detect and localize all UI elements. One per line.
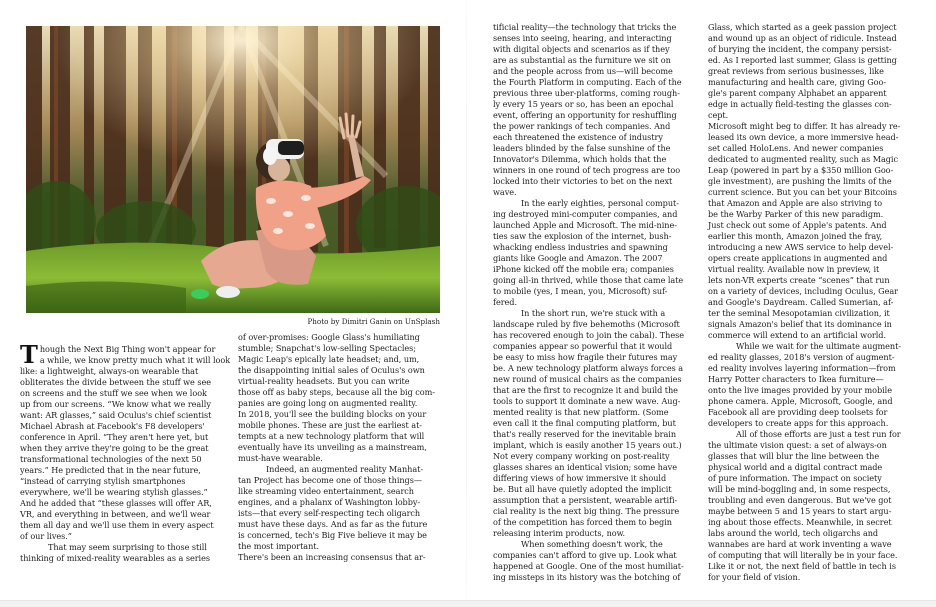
- page-gutter: [466, 0, 467, 600]
- text-line: fered.: [493, 297, 517, 307]
- text-line: great reviews from serious businesses, like: [708, 66, 884, 76]
- text-line: Indeed, an augmented reality Manhat-: [266, 464, 424, 474]
- column-lines: [20, 340, 232, 564]
- text-line: All of those efforts are just a test run for: [736, 429, 901, 439]
- text-line: obliterates the divide between the stuff we see: [20, 377, 211, 387]
- text-line: like streaming video entertainment, search: [238, 486, 414, 496]
- text-line: earlier this month, Amazon joined the fray,: [708, 231, 883, 241]
- text-line: ly every 15 years or so, has been an epochal: [493, 99, 674, 109]
- text-line: new round of musical chairs as the companies: [493, 374, 682, 384]
- text-line: up from our screens. “We know what we really: [20, 399, 211, 409]
- text-line: happened at Google. One of the most humiliat-: [493, 561, 684, 571]
- text-line: cial reality is the next big thing. The pressure: [493, 506, 680, 516]
- text-line: that Amazon and Apple are also striving to: [708, 198, 883, 208]
- text-line: opers create applications in augmented and: [708, 253, 888, 263]
- text-line: transformational technologies of the next 50: [20, 454, 202, 464]
- text-line: of burying the incident, the company persist-: [708, 44, 892, 54]
- text-line: be the Warby Parker of this new paradigm.: [708, 209, 884, 219]
- text-line: and the people across from us—will become: [493, 66, 673, 76]
- text-line: will be mind-boggling and, in some respects,: [708, 484, 891, 494]
- text-line: Leap (powered in part by a $350 million Goo-: [708, 165, 894, 175]
- text-line: senses into seeing, hearing, and interacting: [493, 33, 672, 43]
- text-line: each threatened the existence of industry: [493, 132, 663, 142]
- text-line: launched Apple and Microsoft. The mid-nine-: [493, 220, 677, 230]
- text-line: In 2018, you'll see the building blocks on your: [238, 409, 427, 419]
- text-line: with digital objects and scenarios as if they: [493, 44, 670, 54]
- text-line: and wound up as an object of ridicule. Instead: [708, 33, 897, 43]
- text-line: even call it the final computing platform, but: [493, 418, 676, 428]
- text-line: mented reality is that new platform. (Some: [493, 407, 669, 417]
- text-line: them all day and we'll use them in every aspect: [20, 520, 214, 530]
- text-line: There's been an increasing consensus that ar-: [238, 552, 426, 562]
- text-line: current science. But you can bet your Bitcoins: [708, 187, 897, 197]
- text-line: leaders blinded by the false sunshine of the: [493, 143, 671, 153]
- text-line: the ultimate vision quest: a set of always-on: [708, 440, 887, 450]
- text-line: dedicated to augmented reality, such as Magic: [708, 154, 898, 164]
- text-line: Like it or not, the next field of battle in tech is: [708, 561, 896, 571]
- text-line: going all-in thrived, while those that came late: [493, 275, 684, 285]
- text-line: And he added that “these glasses will offer AR,: [20, 498, 212, 508]
- article-column-2: [238, 332, 453, 563]
- text-line: of our lives.”: [20, 531, 72, 541]
- text-line: and Google's Daydream. Called Sumerian, af-: [708, 297, 894, 307]
- text-line: be. But all have quietly adopted the implicit: [493, 484, 672, 494]
- text-line: Magic Leap's epically late headset; and, um,: [238, 354, 420, 364]
- text-line: giants like Google and Amazon. The 2007: [493, 253, 663, 263]
- text-line: VR, and everything in between, and we'll wear: [20, 509, 211, 519]
- text-line: virtual reality. Available now in preview, it: [708, 264, 880, 274]
- text-line: companies can't afford to give up. Look what: [493, 550, 677, 560]
- text-line: on screens and the stuff we see when we look: [20, 388, 207, 398]
- text-line: ing about those effects. Meanwhile, in secret: [708, 517, 892, 527]
- text-line: a while, we know pretty much what it will look: [39, 355, 231, 365]
- text-line: Not every company working on post-reality: [493, 451, 670, 461]
- text-line: developers to create apps for this approach.: [708, 418, 889, 428]
- text-line: edge in actually field-testing the glasses con-: [708, 99, 892, 109]
- text-line: be easy to miss how fragile their futures may: [493, 352, 678, 362]
- text-line: landscape ruled by five behemoths (Microsoft: [493, 319, 680, 329]
- text-line: has recovered enough to join the cabal). These: [493, 330, 684, 340]
- text-line: implant, which is easily another 15 years out.): [493, 440, 682, 450]
- text-line: Microsoft might beg to differ. It has already re-: [708, 121, 901, 131]
- article-column-4: [708, 22, 920, 583]
- text-line: conference in April. “They aren't here yet, but: [20, 432, 209, 442]
- text-line: ed. As I reported last summer, Glass is getting: [708, 55, 897, 65]
- text-line: maybe between 5 and 15 years to start argu-: [708, 506, 892, 516]
- text-line: previous three uber-platforms, coming rough-: [493, 88, 680, 98]
- text-line: tificial reality—the technology that tricks the: [493, 22, 677, 32]
- text-line: tan Project has become one of those things—: [238, 475, 422, 485]
- text-line: Harry Potter characters to Ikea furniture—: [708, 374, 884, 384]
- text-line: Glass, which started as a geek passion project: [708, 22, 897, 32]
- text-line: the Fourth Platform in computing. Each of the: [493, 77, 682, 87]
- text-line: ing destroyed mini-computer companies, and: [493, 209, 678, 219]
- text-line: tools to support it dominate a new wave. Aug-: [493, 396, 681, 406]
- text-line: to mobile (yes, I mean, you, Microsoft) suf-: [493, 286, 668, 296]
- text-line: phone camera. Apple, Microsoft, Google, and: [708, 396, 893, 406]
- text-line: ists—that every self-respecting tech oligarch: [238, 508, 421, 518]
- text-line: signals Amazon's belief that its dominance in: [708, 319, 892, 329]
- text-line: differing views of how immersive it should: [493, 473, 667, 483]
- text-line: While we wait for the ultimate augment-: [736, 341, 902, 351]
- text-line: eventually have its unveiling as a mainstream,: [238, 442, 427, 452]
- text-line: gle investment), are pushing the limits of the: [708, 176, 892, 186]
- text-line: those off as baby steps, because all the big com-: [238, 387, 435, 397]
- text-line: manufacturing and health care, giving Goo-: [708, 77, 887, 87]
- text-line: must have these days. And as far as the future: [238, 519, 428, 529]
- text-line: of over-promises: Google Glass's humiliating: [238, 332, 420, 342]
- text-line: are as substantial as the furniture we sit on: [493, 55, 671, 65]
- text-line: In the short run, we're stuck with a: [521, 308, 666, 318]
- text-line: event, offering an opportunity for reshuffling: [493, 110, 677, 120]
- text-line: glasses shares an identical vision; some have: [493, 462, 677, 472]
- text-line: locked into their victories to bet on the next: [493, 176, 673, 186]
- vr-forest-photo-illustration: [26, 26, 440, 313]
- text-line: must-have wearable.: [238, 453, 323, 463]
- text-line: lets non-VR experts create “scenes” that run: [708, 275, 890, 285]
- text-line: on a variety of devices, including Oculus, Gear: [708, 286, 898, 296]
- text-line: physical world and a digital contract made: [708, 462, 883, 472]
- text-line: ties saw the explosion of the internet, bush-: [493, 231, 672, 241]
- column-lines: [708, 22, 920, 583]
- column-lines: [493, 22, 705, 583]
- text-line: labs around the world, tech oligarchs and: [708, 528, 879, 538]
- text-line: everywhere, we'll be wearing stylish glasses.”: [20, 487, 208, 497]
- text-line: When something doesn't work, the: [521, 539, 663, 549]
- text-line: engines, and a phalanx of Washington lobby-: [238, 497, 421, 507]
- text-line: commerce will extend to an artificial world.: [708, 330, 886, 340]
- text-line: years.” He predicted that in the near future,: [20, 465, 201, 475]
- text-line: for your field of vision.: [708, 572, 801, 582]
- text-line: like: a lightweight, always-on wearable that: [20, 366, 199, 376]
- text-line: thinking of mixed-reality wearables as a series: [20, 553, 210, 563]
- text-line: “instead of carrying stylish smartphones: [20, 476, 186, 486]
- text-line: ed reality involves layering information—from: [708, 363, 896, 373]
- text-line: iPhone kicked off the mobile era; companies: [493, 264, 674, 274]
- text-line: when they arrive they're going to be the great: [20, 443, 209, 453]
- article-photo: [26, 26, 440, 313]
- photo-caption: Photo by Dimitri Ganin on UnSplash: [307, 317, 440, 326]
- text-line: onto the live images provided by your mobile: [708, 385, 892, 395]
- text-line: tempts at a new technology platform that will: [238, 431, 425, 441]
- text-line: glasses that will blur the line between the: [708, 451, 880, 461]
- text-line: releasing interim products, now.: [493, 528, 626, 538]
- text-line: that's really reserved for the inevitable brain: [493, 429, 677, 439]
- text-line: mobile phones. These are just the earliest at-: [238, 420, 423, 430]
- text-line: ing missteps in its history was the botching of: [493, 572, 681, 582]
- text-line: In the early eighties, personal comput-: [521, 198, 679, 208]
- text-line: want: AR glasses,” said Oculus's chief scientist: [20, 410, 212, 420]
- text-line: leased its own device, a more immersive head-: [708, 132, 899, 142]
- text-line: that are the first to recognize it and build the: [493, 385, 678, 395]
- text-line: ter the seminal Mesopotamian civilization, it: [708, 308, 890, 318]
- text-line: gle's parent company Alphabet an apparent: [708, 88, 887, 98]
- text-line: introducing a new AWS service to help devel-: [708, 242, 894, 252]
- text-line: Innovator's Dilemma, which holds that the: [493, 154, 667, 164]
- text-line: ed reality glasses, 2018's version of augment-: [708, 352, 895, 362]
- text-line: Facebook all are providing deep toolsets for: [708, 407, 888, 417]
- text-line: winners in one round of tech progress are too: [493, 165, 681, 175]
- text-line: That may seem surprising to those still: [48, 542, 207, 552]
- text-line: hough the Next Big Thing won't appear for: [39, 344, 216, 354]
- text-line: of the competition has forced them to begin: [493, 517, 672, 527]
- text-line: panies are going long on augmented reality.: [238, 398, 418, 408]
- text-line: companies appear so powerful that it would: [493, 341, 673, 351]
- text-line: of computing that will literally be in your face.: [708, 550, 898, 560]
- text-line: troubling and even dangerous. But we've got: [708, 495, 892, 505]
- drop-cap: T: [20, 340, 38, 369]
- text-line: the power rankings of tech companies. And: [493, 121, 671, 131]
- text-line: set called HoloLens. And newer companies: [708, 143, 884, 153]
- text-line: whacking endless industries and spawning: [493, 242, 668, 252]
- text-line: Michael Abrash at Facebook's F8 developers': [20, 421, 205, 431]
- text-line: stumble; Snapchat's low-selling Spectacles;: [238, 343, 416, 353]
- text-line: wannabes are hard at work inventing a wave: [708, 539, 892, 549]
- text-line: assumption that a persistent, wearable artifi-: [493, 495, 678, 505]
- text-line: cept.: [708, 110, 729, 120]
- text-line: of pure information. The impact on society: [708, 473, 882, 483]
- text-line: the disappointing initial sales of Oculus's own: [238, 365, 425, 375]
- text-line: Just check out some of Apple's patents. And: [708, 220, 887, 230]
- text-line: wave.: [493, 187, 517, 197]
- text-line: virtual-reality headsets. But you can write: [238, 376, 410, 386]
- text-line: is concerned, tech's Big Five believe it may be: [238, 530, 427, 540]
- article-column-3: [493, 22, 705, 583]
- column-lines: [238, 332, 453, 563]
- article-column-1: [20, 340, 232, 564]
- text-line: the most important.: [238, 541, 320, 551]
- text-line: be. A new technology platform always forces a: [493, 363, 684, 373]
